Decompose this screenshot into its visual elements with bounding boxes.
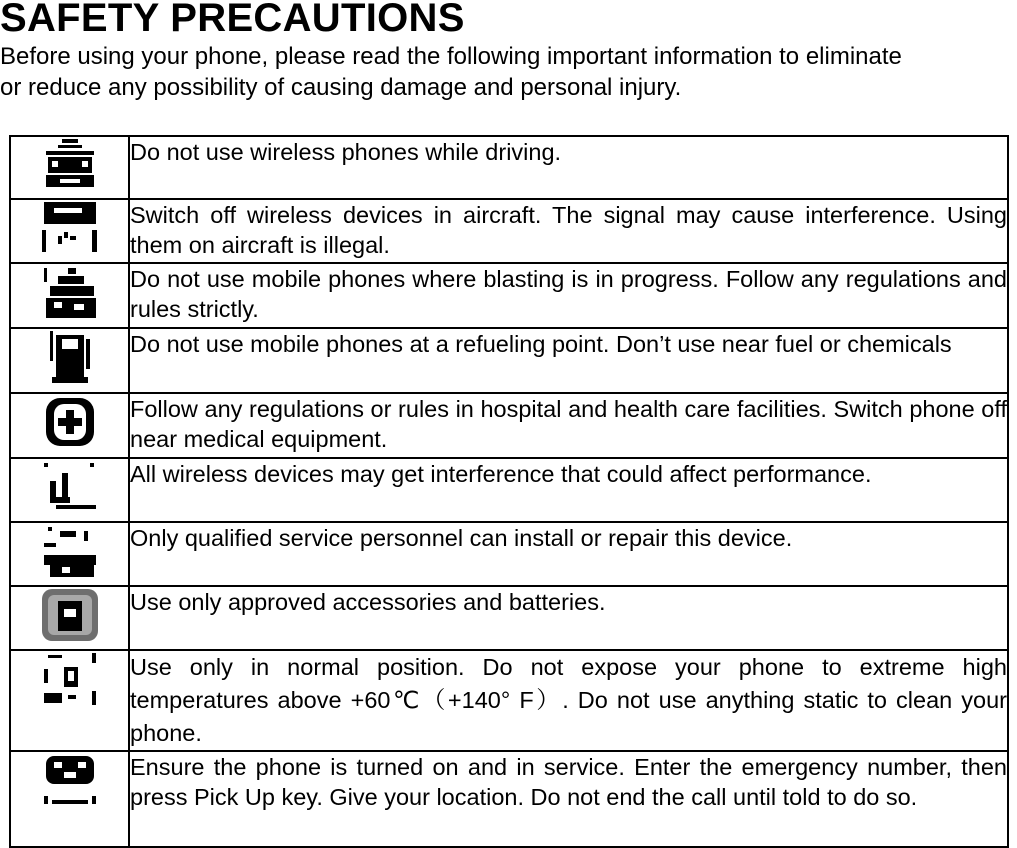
- fuel-pump-icon: [40, 329, 100, 385]
- medical-cross-icon: [40, 394, 100, 450]
- intro-line-2: or reduce any possibility of causing damage and personal injury.: [0, 74, 682, 101]
- icon-cell: [10, 458, 129, 522]
- icon-cell: [10, 199, 129, 263]
- precaution-row-interference: [10, 458, 1008, 522]
- precaution-text: All wireless devices may get interference that could affect performance.: [129, 458, 1008, 522]
- icon-cell: [10, 650, 129, 751]
- precaution-text: Ensure the phone is turned on and in service. Enter the emergency number, then press Pick Up key. Give your location. Do not end the call until told to do so.: [129, 751, 1008, 847]
- precaution-text: Do not use wireless phones while driving.: [129, 136, 1008, 199]
- precaution-row-aircraft: [10, 199, 1008, 263]
- precaution-row-hospital: [10, 393, 1008, 458]
- icon-cell: [10, 751, 129, 847]
- precaution-row-temperature: [10, 650, 1008, 751]
- precaution-row-emergency: [10, 751, 1008, 847]
- emergency-phone-icon: [40, 752, 100, 808]
- blasting-icon: [40, 264, 100, 320]
- aircraft-icon: [40, 200, 100, 256]
- interference-icon: [40, 459, 100, 515]
- precaution-text: Do not use mobile phones at a refueling point. Don’t use near fuel or chemicals: [129, 328, 1008, 393]
- precaution-text: Only qualified service personnel can install or repair this device.: [129, 522, 1008, 586]
- precaution-row-driving: [10, 136, 1008, 199]
- temperature-icon: [40, 651, 100, 707]
- precaution-text: Follow any regulations or rules in hospital and health care facilities. Switch phone off near medical equipment.: [129, 393, 1008, 458]
- icon-cell: [10, 328, 129, 393]
- precaution-row-accessories: [10, 586, 1008, 650]
- intro-paragraph: [0, 41, 1017, 103]
- icon-cell: [10, 393, 129, 458]
- accessories-icon: [40, 587, 100, 643]
- icon-cell: [10, 263, 129, 328]
- intro-line-1: Before using your phone, please read the following important information to eliminate: [0, 43, 902, 70]
- precaution-row-fuel: [10, 328, 1008, 393]
- precaution-text: Use only in normal position. Do not expose your phone to extreme high temperatures above +60℃（+140° F）. Do not use anything static to clean your phone.: [129, 650, 1008, 751]
- precaution-text: Switch off wireless devices in aircraft. The signal may cause interference. Using them on aircraft is illegal.: [129, 199, 1008, 263]
- precautions-table: [9, 135, 1009, 848]
- precaution-text: Do not use mobile phones where blasting is in progress. Follow any regulations and rules strictly.: [129, 263, 1008, 328]
- precaution-row-service: [10, 522, 1008, 586]
- icon-cell: [10, 136, 129, 199]
- service-personnel-icon: [40, 523, 100, 579]
- page-title: SAFETY PRECAUTIONS: [0, 0, 465, 40]
- icon-cell: [10, 522, 129, 586]
- precaution-text: Use only approved accessories and batteries.: [129, 586, 1008, 650]
- icon-cell: [10, 586, 129, 650]
- precaution-row-blasting: [10, 263, 1008, 328]
- driving-icon: [40, 137, 100, 193]
